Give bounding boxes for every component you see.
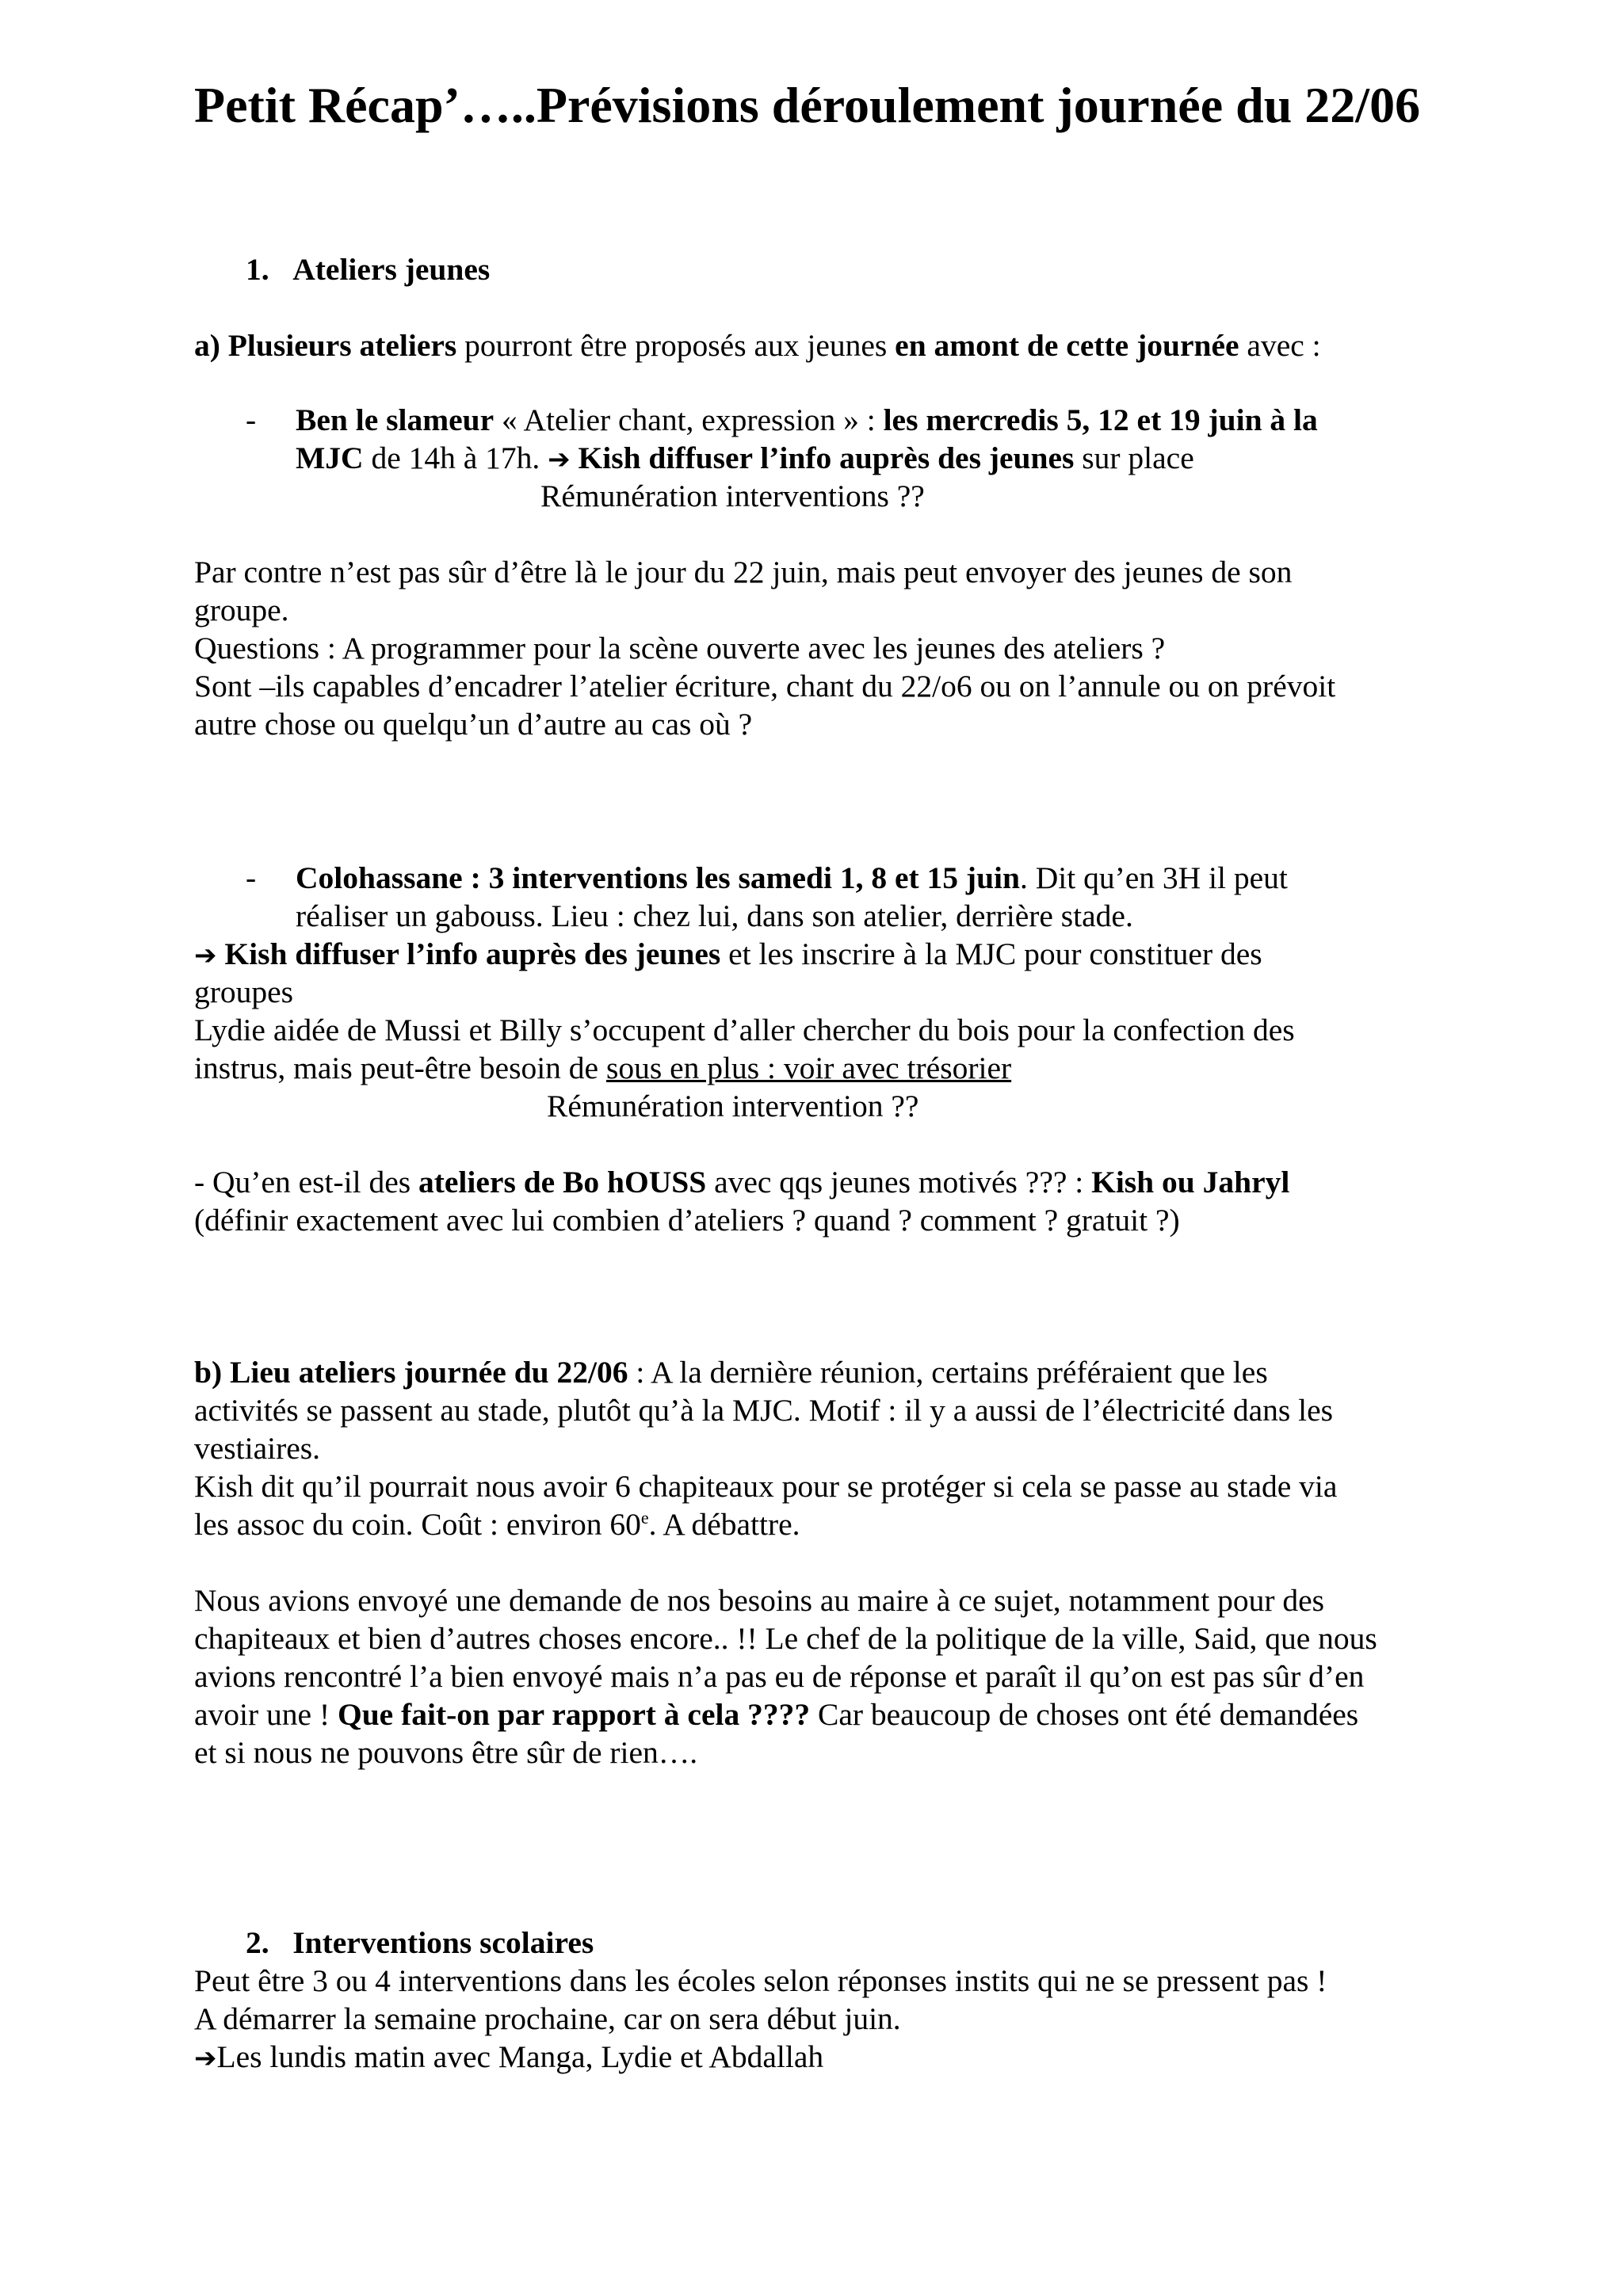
colo-rest: . Dit qu’en 3H il peut [1020,860,1288,895]
ben-mjc: MJC [296,441,364,475]
colo-groupes: groupes [194,974,294,1009]
colo-lydie-line-1: Lydie aidée de Mussi et Billy s’occupent d’aller chercher du bois pour la confection des [194,1013,1295,1047]
section-1-number: 1. [246,252,269,287]
bo-start: - Qu’en est-il des [194,1165,418,1199]
lieu-debate: . A débattre. [648,1507,800,1542]
bo-mid: avec qqs jeunes motivés ??? : [706,1165,1092,1199]
scolaire-text-3: Les lundis matin avec Manga, Lydie et Abdallah [216,2039,824,2074]
paragraph-a-lead [194,326,1321,364]
lieu-line-3: vestiaires. [194,1431,321,1466]
scolaire-line-1: Peut être 3 ou 4 interventions dans les écoles selon réponses instits qui ne se pressent pas ! [194,1963,1327,1998]
nous-line-3: avions rencontré l’a bien envoyé mais n’a pas eu de réponse et paraît il qu’on est pas sûr d’en [194,1659,1365,1694]
ben-hours: de 14h à 17h. [363,441,548,475]
nous-line-2: chapiteaux et bien d’autres choses encore.. !! Le chef de la politique de la ville, Said, que nous [194,1621,1377,1656]
ben-desc: « Atelier chant, expression » : [494,402,884,437]
nous-text-c: Car beaucoup de choses ont été demandées [810,1697,1359,1732]
par-contre-line-5: autre chose ou quelqu’un d’autre au cas où ? [194,707,753,742]
lieu-cost-sup: e [640,1508,649,1527]
arrow-right-icon: ➔ [194,940,217,971]
section-1-heading [246,250,490,288]
lieu-line-4: Kish dit qu’il pourrait nous avoir 6 chapiteaux pour se protéger si cela se passe au stade via [194,1469,1338,1504]
colo-kish-rest: et les inscrire à la MJC pour constituer des [720,936,1262,971]
colo-kish: Kish diffuser l’info auprès des jeunes [224,936,721,971]
section-1-title: Ateliers jeunes [292,252,491,287]
lead-bold-2: en amont de cette journée [895,328,1239,363]
par-contre-line-1: Par contre n’est pas sûr d’être là le jour du 22 juin, mais peut envoyer des jeunes de son [194,555,1293,589]
lead-end: avec : [1239,328,1321,363]
colo-lydie-line-2 [194,1049,1011,1087]
colo-remuneration: Rémunération intervention ?? [547,1089,919,1123]
section-2-heading [246,1924,594,1962]
par-contre-line-4: Sont –ils capables d’encadrer l’atelier écriture, chant du 22/o6 ou on l’annule ou on prévoit [194,669,1336,704]
colo-kish-line [194,935,1262,974]
nous-line-5: et si nous ne pouvons être sûr de rien…. [194,1735,698,1770]
ben-item-line-1 [246,401,256,439]
colo-line-2: réaliser un gabouss. Lieu : chez lui, dans son atelier, derrière stade. [296,898,1133,933]
par-contre-line-3: Questions : A programmer pour la scène ouverte avec les jeunes des ateliers ? [194,631,1166,666]
lieu-line-1 [194,1353,1268,1391]
section-2-number: 2. [246,1925,269,1960]
arrow-right-icon: ➔ [194,2042,217,2074]
bullet-dash: - [246,402,257,437]
ben-sur-place: sur place [1074,441,1194,475]
ben-dates: les mercredis 5, 12 et 19 juin à la [883,402,1318,437]
nous-line-1: Nous avions envoyé une demande de nos besoins au maire à ce sujet, notamment pour des [194,1583,1325,1618]
lydie-underlined: sous en plus : voir avec trésorier [605,1051,1012,1085]
bo-bold: ateliers de Bo hOUSS [418,1165,707,1199]
lydie-text: instrus, mais peut-être besoin de [194,1051,606,1085]
scolaire-line-3 [194,2038,823,2077]
bo-who: Kish ou Jahryl [1091,1165,1290,1199]
lieu-cost: les assoc du coin. Coût : environ 60 [194,1507,641,1542]
section-2-title: Interventions scolaires [292,1925,594,1960]
ben-item-line-2 [296,439,1194,479]
bo-line-2: (définir exactement avec lui combien d’ateliers ? quand ? comment ? gratuit ?) [194,1203,1180,1238]
nous-text-a: avoir une ! [194,1697,338,1732]
ben-name: Ben le slameur [296,402,495,437]
arrow-right-icon: ➔ [548,444,571,475]
lieu-line-2: activités se passent au stade, plutôt qu’à la MJC. Motif : il y a aussi de l’électricité dans les [194,1393,1334,1428]
par-contre-line-2: groupe. [194,593,289,627]
nous-question: Que fait-on par rapport à cela ???? [337,1697,811,1732]
lieu-line-5 [194,1505,800,1543]
lead-bold: a) Plusieurs ateliers [194,328,457,363]
lieu-bold: b) Lieu ateliers journée du 22/06 [194,1355,628,1390]
lieu-text-1: : A la dernière réunion, certains préféraient que les [628,1355,1268,1390]
bo-line-1 [194,1163,1289,1201]
ben-item-line-1-text [296,401,1318,439]
ben-remuneration: Rémunération interventions ?? [540,479,925,513]
page-title: Petit Récap’…..Prévisions déroulement journée du 22/06 [194,77,1421,133]
colo-bold: Colohassane : 3 interventions les samedi 1, 8 et 15 juin [296,860,1020,895]
lead-text: pourront être proposés aux jeunes [456,328,896,363]
ben-kish: Kish diffuser l’info auprès des jeunes [578,441,1075,475]
colo-bullet: - [246,860,257,895]
nous-line-4 [194,1695,1358,1733]
scolaire-line-2: A démarrer la semaine prochaine, car on sera début juin. [194,2001,901,2036]
colo-line-1 [296,859,1288,897]
